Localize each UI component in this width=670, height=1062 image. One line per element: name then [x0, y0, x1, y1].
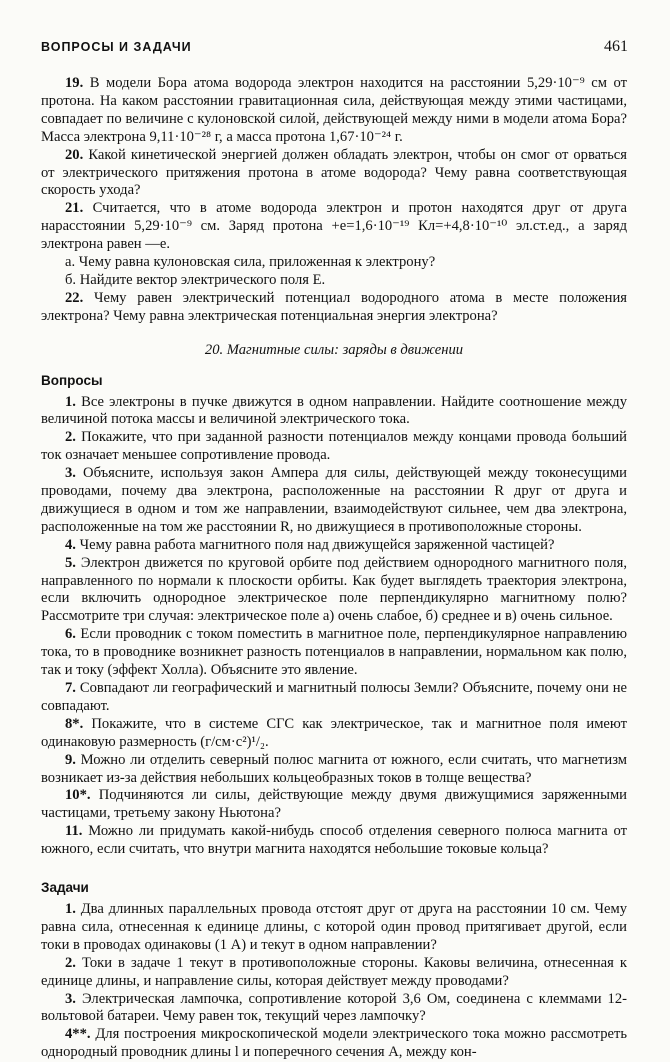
page-body [41, 75, 627, 1062]
question-item: 3. Объясните, используя закон Ампера для силы, действующей между токонесущими проводами, почему два электрона, расположенные на расстоянии R друг от друга и движущиеся в одном и том же направлении, взаимодействуют сильнее, чем два электрона, расположенные на том же расстоянии R, но движущиеся в противоположные стороны. [41, 465, 627, 535]
problem-19: 19. В модели Бора атома водорода электрон находится на расстоянии 5,29·10⁻⁹ см от протона. На каком расстоянии гравитационная сила, действующая между этими частицами, совпадает по величине с кулоновской силой, действующей между ними в модели атома Бора? Масса электрона 9,11·10⁻²⁸ г, а масса протона 1,67·10⁻²⁴ г. [41, 75, 627, 145]
questions-list [41, 394, 627, 860]
section-title: 20. Магнитные силы: заряды в движении [204, 341, 464, 358]
question-item: 2. Покажите, что при заданной разности потенциалов между концами провода больший ток означает меньшее сопротивление провода. [41, 429, 627, 464]
problem-20: 20. Какой кинетической энергией должен обладать электрон, чтобы он смог от орваться от электрического притяжения протона в атоме водорода? Чему равна соответствующая скорость ухода? [41, 146, 627, 199]
problem-item: 4**. Для построения микроскопической модели электрического тока можно рассмотреть однородный проводник длины l и поперечного сечения A, между кон- [41, 1026, 627, 1061]
running-title: ВОПРОСЫ И ЗАДАЧИ [41, 40, 192, 54]
carryover-problems [41, 75, 627, 326]
problem-item: 1. Два длинных параллельных провода отстоят друг от друга на расстоянии 10 см. Чему равна сила, отнесенная к единице длины, с которой один провод притягивает другой, если токи в проводах одинаковы (1 А) и текут в одном направлении? [41, 900, 627, 953]
question-item: 1. Все электроны в пучке движутся в одном направлении. Найдите соотношение между величиной потока массы и величиной электрического тока. [41, 393, 627, 428]
page-header [41, 38, 628, 56]
questions-heading: Вопросы [41, 372, 103, 388]
problem-21a: а. Чему равна кулоновская сила, приложенная к электрону? [65, 254, 436, 271]
question-item: 7. Совпадают ли географический и магнитный полюсы Земли? Объясните, почему они не совпадают. [41, 680, 627, 714]
problems-list [41, 901, 627, 1062]
problem-item: 2. Токи в задаче 1 текут в противоположные стороны. Каковы величина, отнесенная к единице длины, и направление силы, которая действует между проводами? [41, 954, 627, 989]
question-item: 11. Можно ли придумать какой-нибудь способ отделения северного полюса магнита от южного, если считать, что внутри магнита находятся небольшие токовые кольца? [41, 823, 627, 858]
question-item: 8*. Покажите, что в системе СГС как электрическое, так и магнитное поля имеют одинаковую размерность (г/см·с²)¹/₂. [41, 715, 627, 750]
problem-21: 21. Считается, что в атоме водорода электрон и протон находятся друг от друга нарасстоянии 5,29·10⁻⁹ см. Заряд протона +e=1,6·10⁻¹⁹ Кл=+4,8·10⁻¹⁰ эл.ст.ед., а заряд электрона равен —e. [41, 200, 627, 253]
question-item: 5. Электрон движется по круговой орбите под действием однородного магнитного поля, направленного по нормали к плоскости орбиты. Как будет выглядеть траектория электрона, если включить однородное электрическое поле перпендикулярно магнитному полю? Рассмотрите три случая: электрическое поле а) очень слабое, б) среднее и в) очень сильное. [41, 554, 627, 625]
question-item: 4. Чему равна работа магнитного поля над движущейся заряженной частицей? [65, 536, 555, 553]
page-number: 461 [604, 38, 628, 55]
problem-21b: б. Найдите вектор электрического поля E. [65, 271, 326, 288]
problem-item: 3. Электрическая лампочка, сопротивление которой 3,6 Ом, соединена с клеммами 12-вольтовой батареи. Чему равен ток, текущий через лампочку? [41, 990, 628, 1025]
problems-heading: Задачи [41, 880, 89, 896]
question-item: 6. Если проводник с током поместить в магнитное поле, перпендикулярное направлению тока, то в проводнике возникнет разность потенциалов в направлении, нормальном как полю, так и току (эффект Холла). Объясните это явление. [41, 626, 627, 679]
question-item: 9. Можно ли отделить северный полюс магнита от южного, если считать, что магнетизм возникает из-за действия небольших кольцеобразных токов в толще вещества? [41, 751, 627, 786]
question-item: 10*. Подчиняются ли силы, действующие между двумя движущимися заряженными частицами, третьему закону Ньютона? [41, 787, 627, 822]
problem-22: 22. Чему равен электрический потенциал водородного атома в месте положения электрона? Чему равна электрическая потенциальная энергия электрона? [41, 289, 627, 324]
